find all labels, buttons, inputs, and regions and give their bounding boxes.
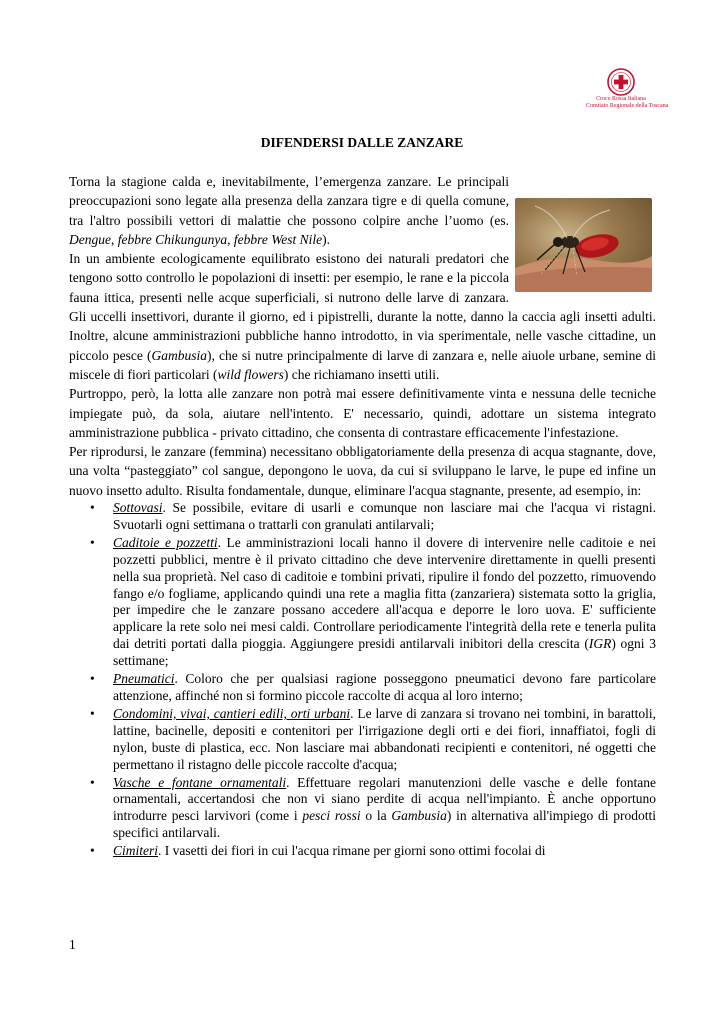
list-item-text: . I vasetti dei fiori in cui l'acqua rimane per giorni sono ottimi focolai di [158,843,546,859]
list-item-text: . Se possibile, evitare di usarli e comunque non lasciare mai che l'acqua vi ristagni. Svuotarli ogni settimana o trattarli con granulati antilarvali; [113,500,656,532]
intro-west-nile: febbre West Nile [233,231,323,247]
list-item-head: Vasche e fontane ornamentali [113,774,287,790]
list-item-text-2: ) ogni 3 settimane; [113,636,656,669]
predators-gambusia: Gambusia [151,347,208,363]
list-item-head: Pneumatici [113,671,175,687]
list-item-head: Caditoie e pozzetti [113,534,218,550]
document-body [69,172,656,861]
logo-line-2: Comitato Regionale della Toscana [586,103,669,109]
list-item [69,500,656,534]
bullet-icon: • [90,500,95,516]
intro-sep: , [227,231,234,247]
bullet-icon: • [90,671,95,687]
red-cross-emblem-icon [607,68,635,96]
intro-end: ). [322,231,330,247]
intro-sep: , [110,231,118,247]
page-number: 1 [69,937,76,952]
predators-text-2: ), che si nutre principalmente di larve di zanzara e, nelle aiuole urbane, semine di miscele di fiori particolari ( [69,347,657,382]
bullet-icon: • [90,774,95,790]
list-item-pesci-rossi: pesci rossi [302,808,361,824]
list-item [69,671,656,705]
list-item-head: Sottovasi [113,500,163,516]
paragraph-reproduction: Per riprodursi, le zanzare (femmina) necessitano obbligatoriamente della presenza di acqua stagnante, dove, una volta “pasteggiato” col sangue, depongono le uova, da cui si sviluppano le larve, le pupe ed infine un nuovo insetto adulto. Risulta fondamentale, dunque, eliminare l'acqua stagnante, presente, ad esempio, in: [69,444,656,498]
paragraph-fight: Purtroppo, però, la lotta alle zanzare non potrà mai essere definitivamente vinta e nessuna delle tecniche impiegate può, da sola, aiutare nell'intento. E' necessario, quindi, adottare un sistema integrato amministrazione pubblica - privato cittadino, che consenta di contrastare efficacemente l'infestazione. [69,386,656,440]
list-item-text: . Coloro che per qualsiasi ragione posseggono pneumatici devono fare particolare attenzione, affinché non si formino piccole raccolte di acqua al loro interno; [113,671,656,704]
list-item-text-2: o la [360,808,392,824]
predators-end: ) che richiamano insetti utili. [283,366,440,382]
list-item-head: Cimiteri [113,843,159,859]
list-item [69,843,656,860]
list-item [69,775,656,843]
list-item-text: . Effettuare regolari manutenzioni delle vasche e delle fontane ornamentali, accertandosi che non vi siano perdite di acqua nell'impianto. È anche opportuno introdurre pesci larvivori (come i [113,774,656,824]
organization-logo [586,68,669,110]
page-title: DIFENDERSI DALLE ZANZARE [260,135,464,150]
bullet-icon: • [90,534,95,550]
list-item-head: Condomini, vivai, cantieri edili, orti urbani [113,705,351,721]
list-item-igr: IGR [588,636,612,652]
list-item-gambusia: Gambusia [391,808,447,824]
predators-text: In un ambiente ecologicamente equilibrato esistono dei naturali predatori che tengono sotto controllo le popolazioni di insetti: per esempio, le rane e la piccola fauna ittica, presenti nelle acque superficiali, si nutrono delle larve di zanzara. Gli uccelli insettivori, durante il giorno, ed i pipistrelli, durante la notte, danno la caccia agli insetti adulti. Inoltre, alcune amministrazioni pubbliche hanno introdotto, in via sperimentale, nelle vasche cittadine, un piccolo pesce ( [69,251,656,363]
bullet-icon: • [90,705,95,721]
list-item [69,706,656,774]
predators-wild-flowers: wild flowers [217,366,284,382]
stagnant-water-list [69,500,656,860]
bullet-icon: • [90,843,95,859]
intro-dengue: Dengue [69,231,111,247]
intro-chikungunya: febbre Chikungunya [117,231,228,247]
mosquito-photo [515,198,652,292]
list-item-text-3: ) in alternativa all'impiego di prodotti specifici antilarvali. [113,808,657,841]
intro-text: Torna la stagione calda e, inevitabilmente, l’emergenza zanzare. Le principali preoccupazioni sono legate alla presenza della zanzara tigre e di quella comune, tra l'altro possibili vettori di malattie che possono colpire anche l’uomo (es. [69,174,509,228]
list-item-text: . Le amministrazioni locali hanno il dovere di intervenire nelle caditoie e nei pozzetti pubblici, mentre è il privato cittadino che deve intervenire direttamente in quelli presenti nella sua proprietà. Nel caso di caditoie e tombini privati, ripulire il fondo del pozzetto, rimuovendo fango e/o fogliame, applicando quindi una rete a maglia fitta (zanzariera) sistemata sotto la griglia, per impedire che le zanzare possano accedere all'acqua e deporre le loro uova. E' sufficiente applicare la rete solo nei mesi caldi. Controllare periodicamente l'integrità della rete e tenerla pulita dai detriti portati dalla pioggia. Aggiungere presidi antilarvali inibitori della crescita ( [113,534,656,652]
list-item-text: . Le larve di zanzara si trovano nei tombini, in barattoli, lattine, bacinelle, depositi e contenitori per l'irrigazione degli orti e dei fiori, innaffiatoi, fogli di nylon, buste di plastica, ecc. Non lasciare mai abbandonati recipienti e contenitori, né oggetti che permettano il ristagno delle piccole raccolte d'acqua; [113,705,657,772]
logo-line-1: Croce Rossa Italiana [596,96,646,102]
list-item [69,535,656,670]
